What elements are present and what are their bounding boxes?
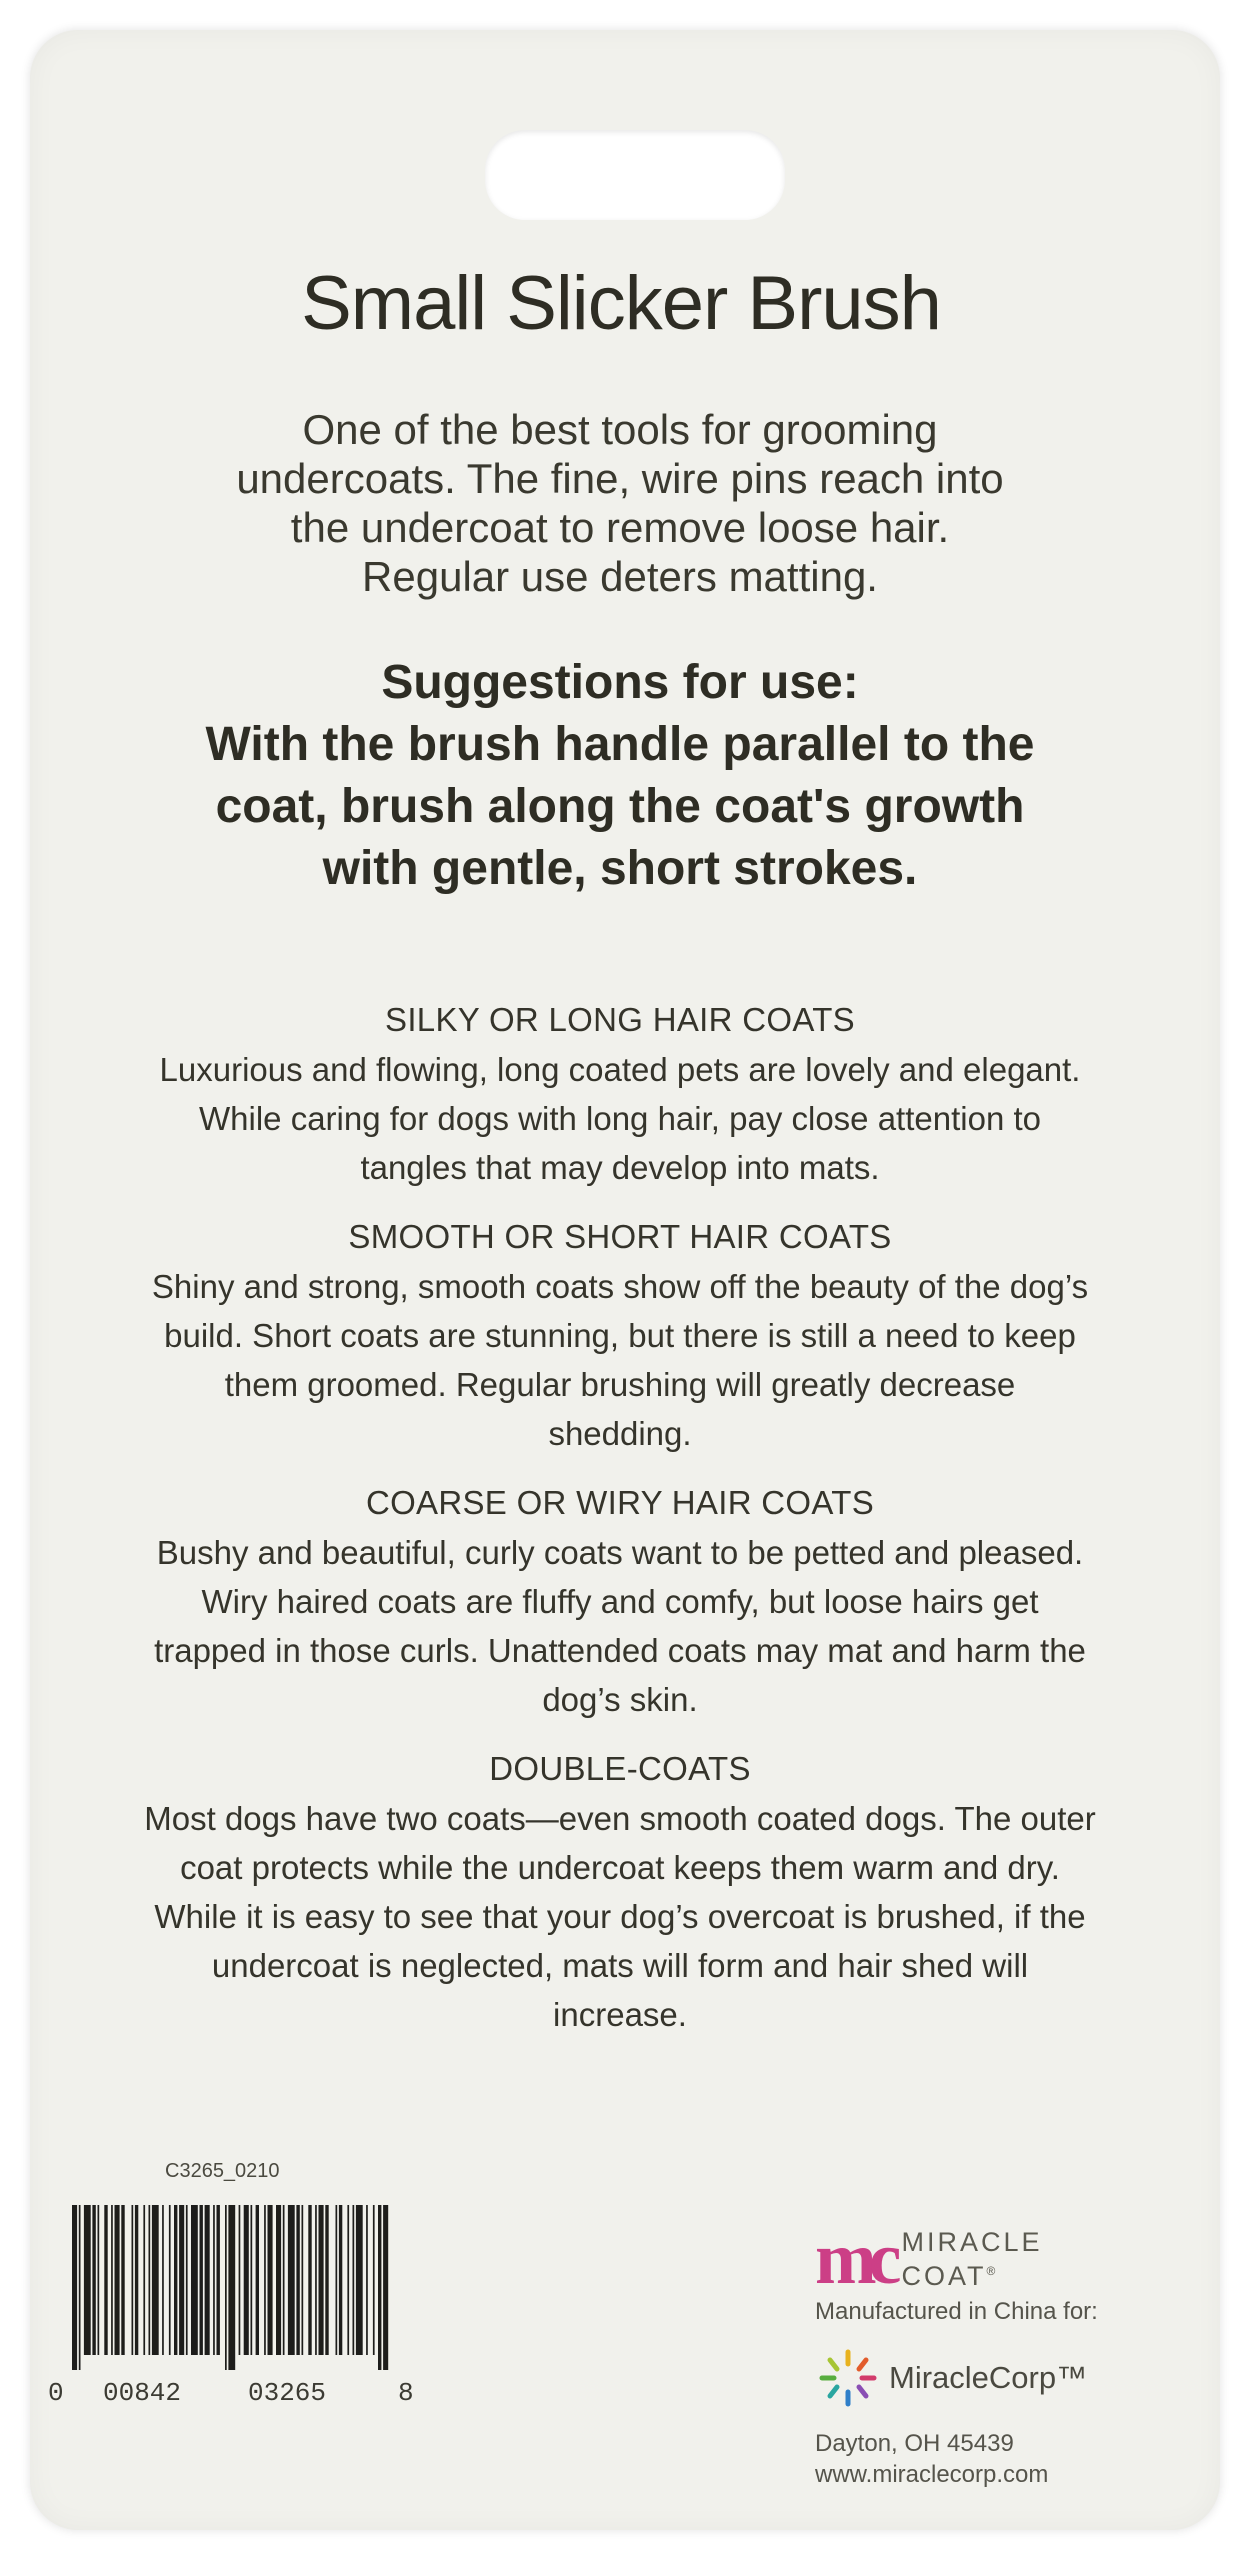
barcode-bar	[308, 2205, 311, 2355]
coat-sections	[55, 995, 1185, 2059]
barcode-bar	[276, 2205, 281, 2355]
section-body-line: coat protects while the undercoat keeps them warm and dry.	[180, 1849, 1060, 1886]
section-body-line: dog’s skin.	[542, 1681, 698, 1718]
brand-name-line2: COAT	[901, 2260, 987, 2291]
barcode-bar	[283, 2205, 285, 2355]
website-link[interactable]: www.miraclecorp.com	[815, 2461, 1049, 2488]
section-body-line: Shiny and strong, smooth coats show off the beauty of the dog’s	[151, 1268, 1089, 1305]
section-body-line: While caring for dogs with long hair, pay close attention to	[199, 1100, 1041, 1137]
section-body-line: Wiry haired coats are fluffy and comfy, but loose hairs get	[201, 1583, 1039, 1620]
section-body-line: undercoat is neglected, mats will form and hair shed will	[211, 1947, 1029, 1984]
coat-section	[55, 1478, 1185, 1724]
intro-line: One of the best tools for grooming	[302, 406, 938, 453]
product-intro	[120, 405, 1120, 601]
section-body-line: shedding.	[548, 1415, 692, 1452]
intro-line: undercoats. The fine, wire pins reach into	[236, 455, 1004, 502]
manufactured-text: Manufactured in China for:	[815, 2298, 1098, 2325]
barcode-bar	[288, 2205, 295, 2355]
barcode-bar	[92, 2205, 95, 2355]
barcode-bar	[169, 2205, 171, 2355]
barcode-bar	[143, 2205, 145, 2355]
barcode-bar	[174, 2205, 177, 2355]
barcode-bar	[366, 2205, 368, 2355]
barcode-bar	[251, 2205, 253, 2355]
barcode-bar	[152, 2205, 159, 2355]
hang-hole	[485, 130, 785, 220]
intro-line: Regular use deters matting.	[362, 553, 878, 600]
coat-section	[55, 1744, 1185, 2039]
suggestion-line: With the brush handle parallel to the	[205, 718, 1035, 771]
barcode-bar	[111, 2205, 113, 2355]
section-heading: SMOOTH OR SHORT HAIR COATS	[348, 1218, 892, 1255]
mc-logo-mark: mc	[815, 2218, 894, 2300]
registered-mark: ®	[986, 2263, 996, 2278]
section-body-line: While it is easy to see that your dog’s overcoat is brushed, if the	[154, 1898, 1086, 1935]
barcode-bar	[256, 2205, 259, 2355]
barcode-bar	[336, 2205, 338, 2355]
suggestion-line: with gentle, short strokes.	[322, 842, 918, 895]
barcode-bar	[79, 2205, 81, 2370]
miraclecorp-row	[815, 2348, 1175, 2408]
barcode-bar	[205, 2205, 210, 2355]
barcode-bar	[213, 2205, 215, 2355]
barcode-bar	[72, 2205, 77, 2370]
barcode-bar	[191, 2205, 198, 2355]
suggestion-line: Suggestions for use:	[381, 656, 859, 709]
barcode-bar	[353, 2205, 355, 2355]
barcode-bar	[319, 2205, 324, 2355]
barcode-bar	[98, 2205, 100, 2355]
barcode-bar	[302, 2205, 304, 2355]
barcode-bar	[339, 2205, 342, 2355]
section-body-line: build. Short coats are stunning, but there is still a need to keep	[164, 1317, 1076, 1354]
barcode-icon	[70, 2205, 390, 2370]
barcode-bar	[121, 2205, 124, 2355]
barcode-bar	[373, 2205, 375, 2355]
barcode-bar	[268, 2205, 273, 2355]
section-body-line: Bushy and beautiful, curly coats want to be petted and pleased.	[156, 1534, 1084, 1571]
barcode-bar	[186, 2205, 188, 2355]
barcode-bar	[383, 2205, 388, 2370]
barcode-left-digit: 0	[48, 2378, 64, 2408]
brand-block	[815, 2218, 1175, 2490]
section-body-line: them groomed. Regular brushing will greatly decrease	[224, 1366, 1016, 1403]
barcode-bar	[84, 2205, 91, 2355]
barcode-bar	[347, 2205, 349, 2355]
miracle-coat-wordmark	[902, 2228, 1043, 2291]
barcode-bar	[378, 2205, 381, 2370]
barcode-bar	[228, 2205, 235, 2370]
barcode-bar	[239, 2205, 241, 2355]
barcode-bar	[217, 2205, 220, 2355]
barcode-right-digit: 8	[398, 2378, 414, 2408]
barcode-bar	[162, 2205, 164, 2355]
barcode-bar	[325, 2205, 328, 2355]
barcode-bar	[149, 2205, 151, 2355]
barcode-group-2: 03265	[248, 2378, 327, 2408]
barcode-bar	[200, 2205, 203, 2355]
section-body-line: tangles that may develop into mats.	[360, 1149, 880, 1186]
coat-section	[55, 995, 1185, 1192]
brand-address	[815, 2428, 1175, 2490]
coat-section	[55, 1212, 1185, 1458]
product-code: C3265_0210	[165, 2160, 280, 2182]
section-body-line: Most dogs have two coats—even smooth coated dogs. The outer	[144, 1800, 1096, 1837]
miraclecorp-name: MiracleCorp™	[889, 2360, 1088, 2395]
barcode-bar	[115, 2205, 120, 2355]
section-heading: COARSE OR WIRY HAIR COATS	[365, 1484, 875, 1521]
barcode-bar	[225, 2205, 227, 2370]
barcode-bar	[356, 2205, 363, 2355]
miracle-coat-logo	[815, 2218, 1175, 2300]
section-body-line: trapped in those curls. Unattended coats may mat and harm the	[154, 1632, 1086, 1669]
barcode-bar	[244, 2205, 249, 2355]
barcode-bar	[135, 2205, 138, 2355]
barcode-bar	[104, 2205, 107, 2355]
address-line: Dayton, OH 45439	[815, 2430, 1014, 2457]
barcode-bar	[264, 2205, 266, 2355]
barcode-group-1: 00842	[103, 2378, 182, 2408]
barcode-bar	[296, 2205, 299, 2355]
section-heading: DOUBLE-COATS	[489, 1750, 751, 1787]
miraclecorp-starburst-icon	[815, 2348, 881, 2408]
section-body-line: increase.	[553, 1996, 687, 2033]
section-heading: SILKY OR LONG HAIR COATS	[385, 1001, 855, 1038]
suggestion-line: coat, brush along the coat's growth	[215, 780, 1025, 833]
brand-name-line1: MIRACLE	[901, 2226, 1043, 2257]
barcode-bar	[179, 2205, 184, 2355]
product-title: Small Slicker Brush	[301, 261, 941, 346]
usage-suggestions	[90, 652, 1150, 900]
intro-line: the undercoat to remove loose hair.	[290, 504, 950, 551]
barcode-bar	[315, 2205, 317, 2355]
section-body-line: Luxurious and flowing, long coated pets are lovely and elegant.	[159, 1051, 1081, 1088]
barcode-bar	[132, 2205, 134, 2355]
